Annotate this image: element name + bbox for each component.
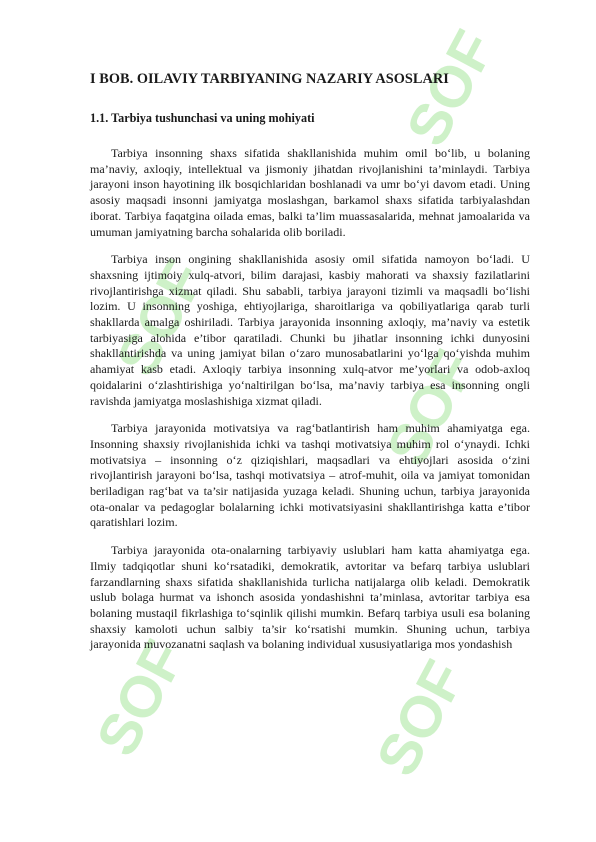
- paragraph: Tarbiya insonning shaxs sifatida shakllanishida muhim omil bo‘lib, u bolaning ma’naviy, axloqiy, intellektual va jismoniy jihatdan rivojlanishini ta’minlaydi. Tarbiya jarayoni inson hayotining ilk bosqichlaridan boshlanadi va umr bo‘yi davom etadi. Uning asosiy maqsadi insonni jamiyatga moslashgan, barkamol shaxs sifatida tarbiyalashdan iborat. Tarbiya faqatgina oilada emas, balki ta’lim muassasalarida, mehnat jamoalarida va umuman jamiyatning barcha sohalarida olib boriladi.: [90, 146, 530, 239]
- paragraph: Tarbiya jarayonida ota-onalarning tarbiyaviy uslublari ham katta ahamiyatga ega. Ilmiy tadqiqotlar shuni ko‘rsatadiki, demokratik, avtoritar va befarq tarbiya uslublari farzandlarning shaxs sifatida shakllanishida turlicha natijalarga olib keladi. Demokratik uslub bolaga hurmat va ishonch asosida yondashishni ta’minlasa, avtoritar tarbiya esa bolaning mustaqil fikrlashiga to‘sqinlik qilishi mumkin. Befarq tarbiya usuli esa bolaning shaxsiy kamoloti uchun salbiy ta’sir ko‘rsatishi mumkin. Shuning uchun, tarbiya jarayonida muvozanatni saqlash va bolaning individual xususiyatlariga mos yondashish: [90, 543, 530, 652]
- watermark-text: SOF: [394, 20, 508, 157]
- watermark-text: SOF: [104, 250, 218, 387]
- paragraph: Tarbiya jarayonida motivatsiya va rag‘batlantirish ham muhim ahamiyatga ega. Insonning shaxsiy rivojlanishida ichki va tashqi motivatsiya muhim rol o‘ynaydi. Ichki motivatsiya – insonning o‘z qiziqishlari, maqsadlari va ehtiyojlari asosida o‘zini rivojlantirish jarayoni bo‘lsa, tashqi motivatsiya – atrof-muhit, oila va jamiyat tomonidan beriladigan rag‘bat va ta’sir natijasida yuzaga keladi. Shuning uchun, tarbiya jarayonida ota-onalar va pedagoglar bolalarning ichki motivatsiyasini shakllantirishga katta e’tibor qaratishlari lozim.: [90, 421, 530, 530]
- section-title: 1.1. Tarbiya tushunchasi va uning mohiyati: [90, 111, 315, 125]
- chapter-title: I BOB. OILAVIY TARBIYANING NAZARIY ASOSLARI: [90, 71, 449, 87]
- document-page: [90, 71, 530, 665]
- document-body: [90, 146, 530, 653]
- watermark-text: SOF: [84, 630, 198, 767]
- paragraph: Tarbiya inson ongining shakllanishida asosiy omil sifatida namoyon bo‘ladi. U shaxsning ijtimoiy xulq-atvori, bilim darajasi, kasbiy mahorati va shaxsiy fazilatlarini rivojlantirishga xizmat qiladi. Shu sababli, tarbiya jarayoni tizimli va maqsadli bo‘lishi lozim. U insonning yoshiga, ehtiyojlariga, sharoitlariga va qobiliyatlariga qarab turli shakllarda amalga oshiriladi. Tarbiya jarayonida insonning axloqiy, ma’naviy va estetik tarbiyasiga alohida e’tibor qaratiladi. Chunki bu jihatlar insonning ichki dunyosini shakllantirishda va uning jamiyat bilan o‘zaro munosabatlarini yo‘lga qo‘yishda muhim ahamiyat kasb etadi. Axloqiy tarbiya insonning xulq-atvor me’yorlari va odob-axloq qoidalarini o‘zlashtirishiga yo‘naltirilgan bo‘lsa, ma’naviy tarbiya esa insonning ongli ravishda jamiyatga moslashishiga xizmat qiladi.: [90, 252, 530, 408]
- watermark-text: SOF: [374, 340, 488, 477]
- watermark-text: SOF: [364, 650, 478, 787]
